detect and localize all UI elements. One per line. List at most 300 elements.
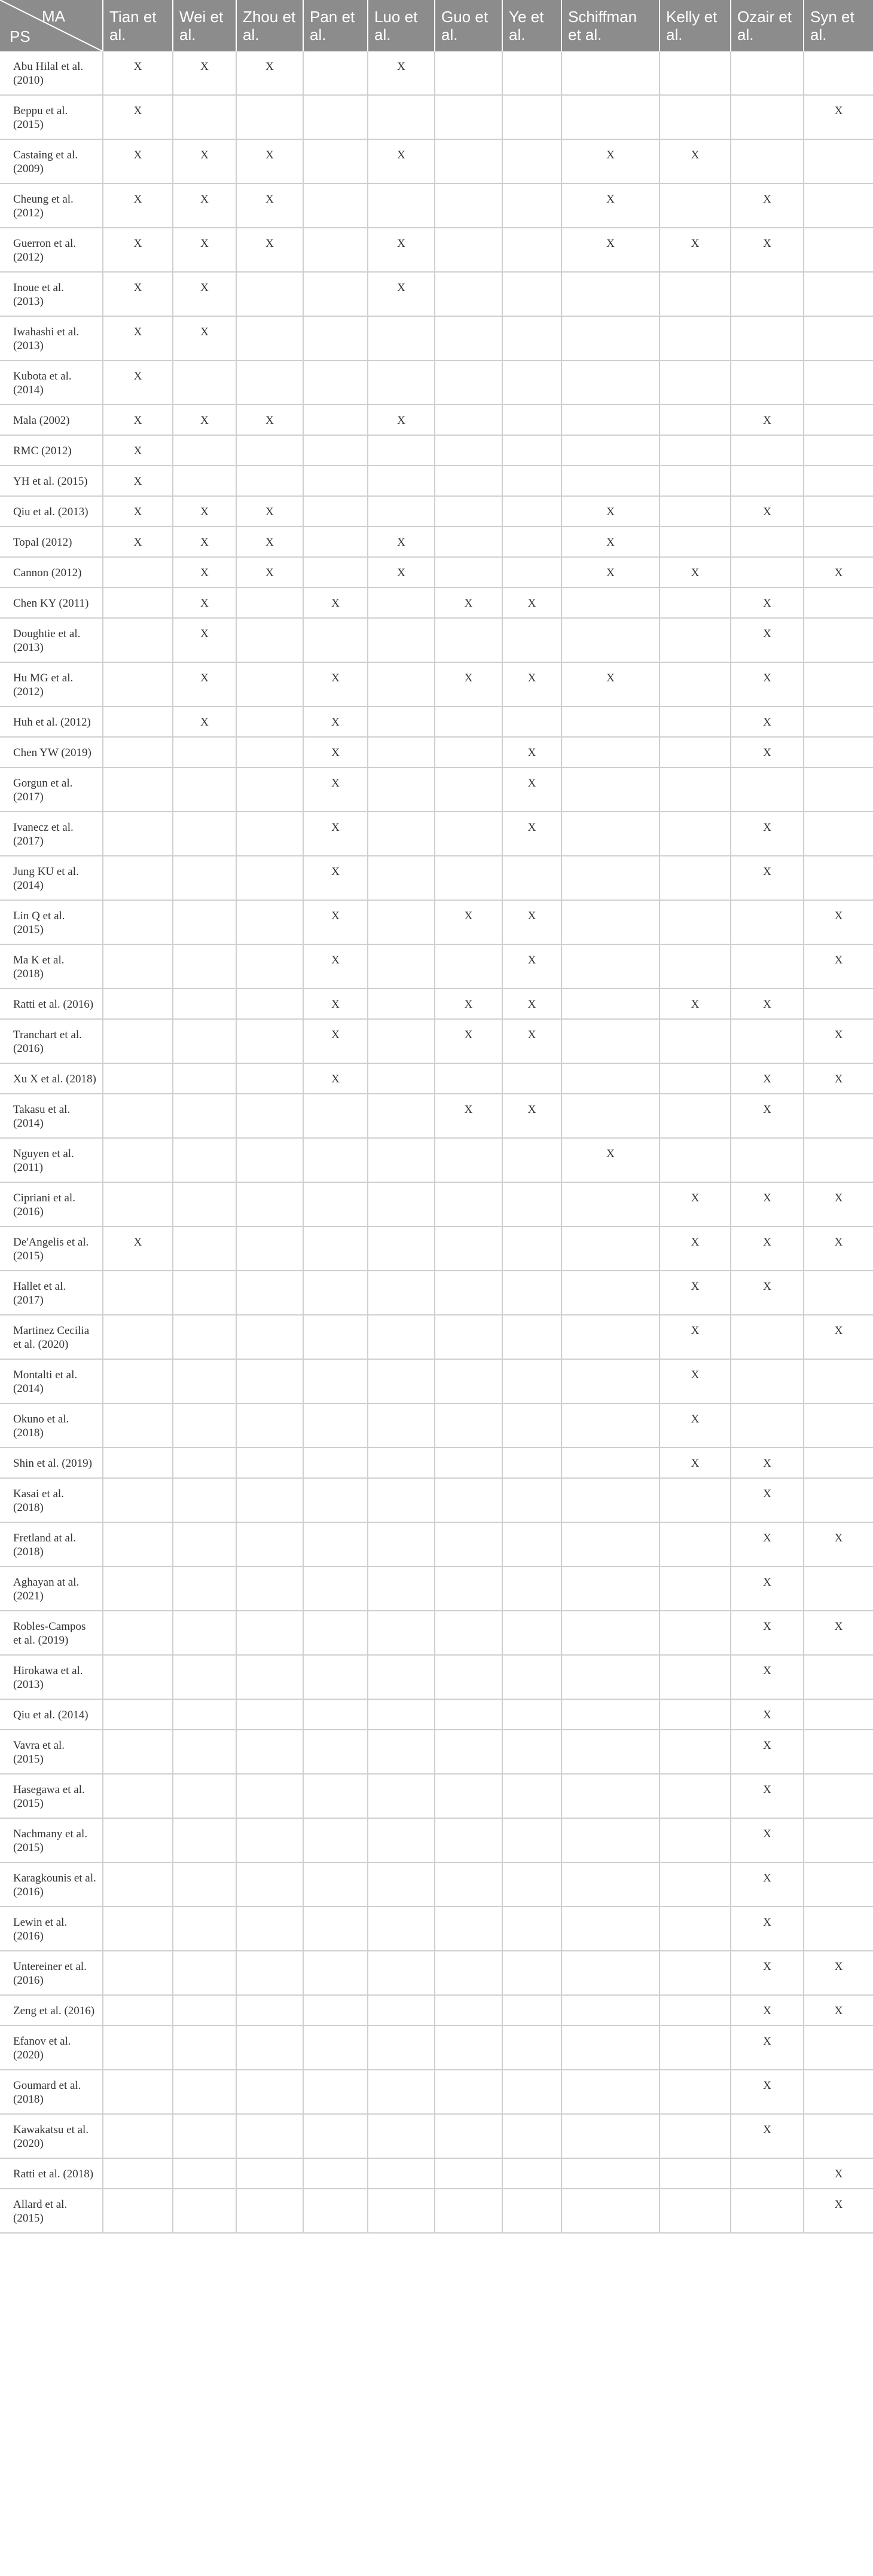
study-name-cell: RMC (2012) [0,435,103,466]
inclusion-cell [502,1699,561,1730]
inclusion-cell [368,989,435,1019]
inclusion-cell [236,989,303,1019]
inclusion-cell [303,228,368,272]
inclusion-cell [435,1182,502,1226]
inclusion-cell [660,944,731,989]
inclusion-cell [804,316,873,360]
inclusion-cell [561,944,660,989]
inclusion-cell: X [236,527,303,557]
inclusion-cell [103,737,173,767]
inclusion-cell: X [303,662,368,706]
inclusion-cell: X [731,228,804,272]
inclusion-cell [303,1315,368,1359]
inclusion-cell [103,2114,173,2158]
inclusion-cell [303,2070,368,2114]
inclusion-cell [236,272,303,316]
inclusion-cell [561,1995,660,2026]
inclusion-cell [502,1522,561,1567]
inclusion-cell: X [804,1226,873,1271]
inclusion-cell [502,527,561,557]
study-name-cell: Mala (2002) [0,405,103,435]
inclusion-cell: X [173,557,236,588]
inclusion-cell [660,1818,731,1862]
inclusion-cell [368,900,435,944]
table-row [0,557,873,588]
inclusion-cell [502,1951,561,1995]
inclusion-cell [368,1226,435,1271]
inclusion-cell [103,1818,173,1862]
study-name-cell: Fretland at al. (2018) [0,1522,103,1567]
table-row [0,1774,873,1818]
column-header: Zhou et al. [236,0,303,51]
inclusion-cell [804,183,873,228]
inclusion-cell [660,2026,731,2070]
inclusion-cell [236,1818,303,1862]
inclusion-cell [731,944,804,989]
inclusion-cell [561,466,660,496]
study-name-cell: Untereiner et al. (2016) [0,1951,103,1995]
inclusion-cell [303,2189,368,2233]
column-header: Schiffman et al. [561,0,660,51]
inclusion-cell: X [502,588,561,618]
inclusion-cell [368,1478,435,1522]
table-row [0,360,873,405]
inclusion-cell [435,316,502,360]
inclusion-cell [103,1063,173,1094]
table-row [0,2189,873,2233]
table-row [0,856,873,900]
inclusion-cell [660,95,731,139]
inclusion-cell [660,1567,731,1611]
inclusion-cell [561,1951,660,1995]
inclusion-cell [660,2070,731,2114]
inclusion-cell [660,1951,731,1995]
inclusion-cell [660,527,731,557]
inclusion-cell [173,767,236,812]
inclusion-cell [660,1019,731,1063]
inclusion-cell [502,1359,561,1403]
inclusion-cell [173,1315,236,1359]
study-name-cell: Okuno et al. (2018) [0,1403,103,1448]
inclusion-cell [731,1019,804,1063]
inclusion-cell [804,405,873,435]
table-row [0,139,873,183]
study-name-cell: Kubota et al. (2014) [0,360,103,405]
inclusion-cell [236,2026,303,2070]
inclusion-cell [303,1182,368,1226]
study-name-cell: Lewin et al. (2016) [0,1907,103,1951]
table-row [0,272,873,316]
inclusion-cell [731,1403,804,1448]
inclusion-cell: X [804,944,873,989]
inclusion-cell [435,1478,502,1522]
inclusion-cell [368,737,435,767]
inclusion-cell: X [303,944,368,989]
inclusion-cell [731,2158,804,2189]
table-row [0,1226,873,1271]
inclusion-cell [303,1699,368,1730]
inclusion-cell [435,737,502,767]
inclusion-cell [561,2070,660,2114]
inclusion-cell [660,1774,731,1818]
inclusion-cell: X [804,1019,873,1063]
inclusion-cell: X [731,496,804,527]
column-header: Ozair et al. [731,0,804,51]
inclusion-cell [236,2158,303,2189]
inclusion-cell [502,496,561,527]
inclusion-cell [435,1907,502,1951]
table-row [0,1271,873,1315]
inclusion-cell [103,557,173,588]
inclusion-cell [731,527,804,557]
inclusion-cell: X [303,856,368,900]
inclusion-cell [502,2026,561,2070]
inclusion-cell [435,1567,502,1611]
inclusion-cell [435,2189,502,2233]
inclusion-cell [368,1567,435,1611]
inclusion-cell [368,2189,435,2233]
inclusion-cell [173,435,236,466]
inclusion-cell [804,1655,873,1699]
study-name-cell: Nguyen et al. (2011) [0,1138,103,1182]
study-name-cell: Kawakatsu et al. (2020) [0,2114,103,2158]
inclusion-cell: X [804,900,873,944]
inclusion-cell [103,618,173,662]
inclusion-cell [368,1448,435,1478]
study-name-cell: Qiu et al. (2013) [0,496,103,527]
inclusion-cell [731,1138,804,1182]
table-row [0,183,873,228]
inclusion-cell [502,1774,561,1818]
table-row [0,1567,873,1611]
inclusion-cell [435,1862,502,1907]
table-row [0,618,873,662]
inclusion-cell [660,183,731,228]
inclusion-cell [660,466,731,496]
inclusion-cell [303,1403,368,1448]
inclusion-cell [502,466,561,496]
inclusion-cell: X [731,856,804,900]
inclusion-cell [236,944,303,989]
inclusion-cell [561,1226,660,1271]
inclusion-cell: X [731,1094,804,1138]
inclusion-cell [804,706,873,737]
inclusion-cell [303,51,368,95]
inclusion-cell [435,944,502,989]
study-name-cell: Hirokawa et al. (2013) [0,1655,103,1699]
inclusion-cell [804,1403,873,1448]
inclusion-cell [303,1359,368,1403]
inclusion-cell: X [103,183,173,228]
inclusion-cell: X [502,1019,561,1063]
inclusion-cell: X [660,989,731,1019]
study-name-cell: Hallet et al. (2017) [0,1271,103,1315]
table-row [0,2070,873,2114]
inclusion-cell [173,737,236,767]
inclusion-cell [236,1182,303,1226]
inclusion-cell [303,618,368,662]
column-header: Ye et al. [502,0,561,51]
inclusion-cell [561,767,660,812]
inclusion-cell [303,466,368,496]
inclusion-cell [173,1478,236,1522]
inclusion-cell: X [502,944,561,989]
study-name-cell: Kasai et al. (2018) [0,1478,103,1522]
inclusion-cell: X [804,1182,873,1226]
inclusion-cell [173,1699,236,1730]
inclusion-cell: X [103,1226,173,1271]
inclusion-cell [435,2158,502,2189]
inclusion-cell [731,466,804,496]
inclusion-cell [660,856,731,900]
study-name-cell: Ratti et al. (2016) [0,989,103,1019]
inclusion-cell: X [731,1774,804,1818]
study-name-cell: De'Angelis et al. (2015) [0,1226,103,1271]
study-name-cell: Ma K et al. (2018) [0,944,103,989]
inclusion-cell: X [804,1995,873,2026]
inclusion-cell [502,618,561,662]
inclusion-cell: X [731,183,804,228]
study-name-cell: Cheung et al. (2012) [0,183,103,228]
inclusion-cell [502,1138,561,1182]
inclusion-cell [804,737,873,767]
table-header [0,0,873,51]
inclusion-cell [561,1655,660,1699]
inclusion-cell: X [731,1699,804,1730]
inclusion-cell [236,1359,303,1403]
inclusion-cell: X [173,618,236,662]
inclusion-cell [731,435,804,466]
inclusion-cell [435,1951,502,1995]
table-row [0,228,873,272]
table-row [0,767,873,812]
inclusion-cell [103,989,173,1019]
inclusion-cell [561,900,660,944]
table-row [0,2158,873,2189]
inclusion-cell [731,900,804,944]
inclusion-cell: X [236,51,303,95]
inclusion-cell [173,1403,236,1448]
study-name-cell: Goumard et al. (2018) [0,2070,103,2114]
inclusion-cell [236,1448,303,1478]
inclusion-cell [660,272,731,316]
inclusion-cell [303,1567,368,1611]
inclusion-cell [103,1359,173,1403]
inclusion-cell [173,1862,236,1907]
inclusion-cell: X [435,1094,502,1138]
inclusion-cell [236,1774,303,1818]
table-row [0,466,873,496]
inclusion-cell [660,1995,731,2026]
inclusion-cell [435,466,502,496]
inclusion-cell [435,183,502,228]
inclusion-cell: X [660,1226,731,1271]
inclusion-cell [236,588,303,618]
inclusion-cell [660,1907,731,1951]
inclusion-cell [804,767,873,812]
inclusion-cell [173,1774,236,1818]
inclusion-cell [303,496,368,527]
inclusion-cell [173,1182,236,1226]
inclusion-cell [435,1063,502,1094]
inclusion-cell [435,272,502,316]
inclusion-cell [804,272,873,316]
inclusion-cell [103,1907,173,1951]
inclusion-cell [804,496,873,527]
study-name-cell: Lin Q et al. (2015) [0,900,103,944]
inclusion-cell [103,1315,173,1359]
inclusion-cell: X [660,1403,731,1448]
study-name-cell: Montalti et al. (2014) [0,1359,103,1403]
inclusion-cell [173,1271,236,1315]
inclusion-cell [804,1448,873,1478]
inclusion-cell [502,1907,561,1951]
inclusion-cell [561,1730,660,1774]
header-row [0,0,873,51]
inclusion-cell [236,662,303,706]
inclusion-cell: X [804,1951,873,1995]
inclusion-cell [561,95,660,139]
inclusion-cell [368,1611,435,1655]
inclusion-cell [561,435,660,466]
inclusion-cell [660,1730,731,1774]
inclusion-cell [236,435,303,466]
inclusion-cell [103,1138,173,1182]
inclusion-cell [103,2026,173,2070]
inclusion-cell [435,51,502,95]
inclusion-cell [303,1730,368,1774]
inclusion-cell [804,1699,873,1730]
inclusion-cell [502,1182,561,1226]
inclusion-cell: X [502,767,561,812]
inclusion-cell: X [660,1359,731,1403]
study-name-cell: Hasegawa et al. (2015) [0,1774,103,1818]
inclusion-cell [502,1063,561,1094]
inclusion-cell [435,618,502,662]
inclusion-cell [561,1818,660,1862]
inclusion-cell [303,1226,368,1271]
inclusion-cell [561,316,660,360]
inclusion-cell [236,2189,303,2233]
inclusion-cell: X [303,1019,368,1063]
inclusion-cell [561,1862,660,1907]
inclusion-cell [561,1271,660,1315]
inclusion-cell [236,737,303,767]
table-row [0,1448,873,1478]
inclusion-cell: X [303,767,368,812]
inclusion-cell [103,1448,173,1478]
inclusion-cell [303,139,368,183]
column-header: Guo et al. [435,0,502,51]
inclusion-cell [173,1567,236,1611]
inclusion-cell: X [103,272,173,316]
study-name-cell: Inoue et al. (2013) [0,272,103,316]
inclusion-cell [103,1478,173,1522]
inclusion-cell [731,557,804,588]
inclusion-cell [236,1063,303,1094]
inclusion-cell [435,1995,502,2026]
inclusion-cell [502,2189,561,2233]
inclusion-cell: X [804,1522,873,1567]
inclusion-cell [236,1522,303,1567]
inclusion-cell [368,183,435,228]
inclusion-cell [368,360,435,405]
inclusion-cell [561,1774,660,1818]
study-name-cell: Karagkounis et al. (2016) [0,1862,103,1907]
inclusion-cell [303,95,368,139]
inclusion-cell [103,900,173,944]
inclusion-cell [561,405,660,435]
inclusion-cell [173,1094,236,1138]
inclusion-cell: X [173,316,236,360]
study-name-cell: Abu Hilal et al. (2010) [0,51,103,95]
inclusion-cell [368,1862,435,1907]
inclusion-cell: X [561,662,660,706]
inclusion-cell [731,2189,804,2233]
inclusion-cell: X [173,527,236,557]
inclusion-cell: X [103,95,173,139]
inclusion-cell [435,1359,502,1403]
inclusion-cell: X [173,51,236,95]
inclusion-cell [804,812,873,856]
study-name-cell: Aghayan at al. (2021) [0,1567,103,1611]
inclusion-cell [561,1907,660,1951]
inclusion-cell [804,1359,873,1403]
corner-ps-label: PS [10,27,30,45]
study-name-cell: Chen KY (2011) [0,588,103,618]
inclusion-cell [660,767,731,812]
inclusion-cell [173,1730,236,1774]
inclusion-cell [236,1699,303,1730]
inclusion-cell [660,496,731,527]
inclusion-cell [368,1951,435,1995]
inclusion-cell [368,662,435,706]
inclusion-cell: X [804,1315,873,1359]
inclusion-cell: X [303,1063,368,1094]
study-name-cell: Ivanecz et al. (2017) [0,812,103,856]
inclusion-cell [660,812,731,856]
inclusion-cell [303,1995,368,2026]
inclusion-cell [804,1907,873,1951]
inclusion-cell: X [173,706,236,737]
inclusion-cell: X [435,1019,502,1063]
inclusion-cell [660,618,731,662]
inclusion-cell [660,1094,731,1138]
inclusion-cell [731,1359,804,1403]
inclusion-cell: X [660,557,731,588]
inclusion-cell [173,1063,236,1094]
inclusion-cell [502,316,561,360]
study-name-cell: Guerron et al. (2012) [0,228,103,272]
inclusion-cell [502,183,561,228]
inclusion-cell: X [173,496,236,527]
table-row [0,1063,873,1094]
inclusion-cell [173,360,236,405]
study-name-cell: Robles-Campos et al. (2019) [0,1611,103,1655]
inclusion-cell [303,1448,368,1478]
inclusion-cell: X [103,527,173,557]
table-row [0,1403,873,1448]
inclusion-cell [804,1478,873,1522]
inclusion-cell [103,1862,173,1907]
inclusion-cell [502,1478,561,1522]
inclusion-cell [804,2070,873,2114]
inclusion-cell: X [561,139,660,183]
inclusion-cell [660,1478,731,1522]
inclusion-cell [435,1315,502,1359]
inclusion-cell [236,316,303,360]
inclusion-cell [236,1567,303,1611]
